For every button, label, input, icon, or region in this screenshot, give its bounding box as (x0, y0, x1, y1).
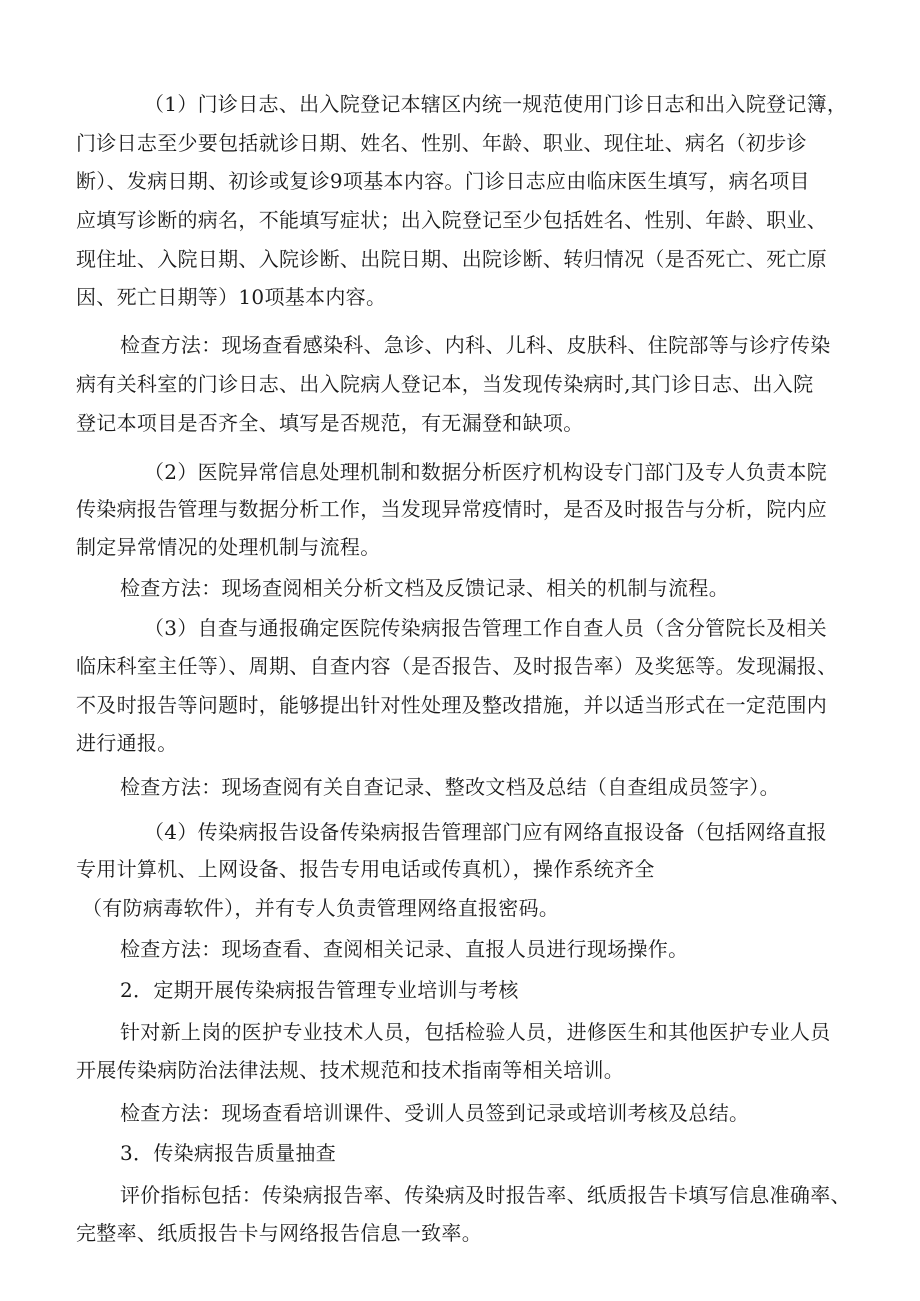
paragraph-1-line-6: 因、死亡日期等）10项基本内容。 (76, 285, 387, 309)
paragraph-1-line-5: 现住址、入院日期、入院诊断、出院日期、出院诊断、转归情况（是否死亡、死亡原 (76, 247, 828, 271)
paragraph-3-line-3: 制定异常情况的处理机制与流程。 (76, 535, 381, 559)
paragraph-5-line-3: 不及时报告等问题时，能够提出针对性处理及整改措施，并以适当形式在一定范围内 (76, 693, 828, 717)
paragraph-5-line-1: （3）自查与通报确定医院传染病报告管理工作自查人员（含分管院长及相关 (144, 616, 827, 640)
section-heading-3: 3．传染病报告质量抽查 (120, 1141, 337, 1165)
paragraph-1-line-3: 断）、发病日期、初诊或复诊9项基本内容。门诊日志应由临床医生填写，病名项目 (76, 169, 810, 193)
paragraph-13-line-2: 完整率、纸质报告卡与网络报告信息一致率。 (76, 1221, 482, 1245)
paragraph-5-line-4: 进行通报。 (76, 731, 178, 755)
paragraph-10-line-2: 开展传染病防治法律法规、技术规范和技术指南等相关培训。 (76, 1058, 625, 1082)
paragraph-2-line-1: 检查方法：现场查看感染科、急诊、内科、儿科、皮肤科、住院部等与诊疗传染 (120, 333, 831, 357)
paragraph-5-line-2: 临床科室主任等）、周期、自查内容（是否报告、及时报告率）及奖惩等。发现漏报、 (76, 654, 838, 678)
paragraph-10-line-1: 针对新上岗的医护专业技术人员，包括检验人员，进修医生和其他医护专业人员 (120, 1020, 831, 1044)
paragraph-1-line-4: 应填写诊断的病名，不能填写症状；出入院登记至少包括姓名、性别、年龄、职业、 (76, 208, 828, 232)
paragraph-7-line-1: （4）传染病报告设备传染病报告管理部门应有网络直报设备（包括网络直报 (144, 820, 827, 844)
paragraph-8-line-1: 检查方法：现场查看、查阅相关记录、直报人员进行现场操作。 (120, 937, 689, 961)
paragraph-2-line-3: 登记本项目是否齐全、填写是否规范，有无漏登和缺项。 (76, 411, 584, 435)
paragraph-11-line-1: 检查方法：现场查看培训课件、受训人员签到记录或培训考核及总结。 (120, 1101, 750, 1125)
paragraph-7-line-2: 专用计算机、上网设备、报告专用电话或传真机），操作系统齐全 (76, 857, 655, 881)
paragraph-7-line-3: （有防病毒软件），并有专人负责管理网络直报密码。 (82, 896, 560, 920)
paragraph-2-line-2: 病有关科室的门诊日志、出入院病人登记本，当发现传染病时,其门诊日志、出入院 (76, 372, 814, 396)
paragraph-3-line-1: （2）医院异常信息处理机制和数据分析医疗机构设专门部门及专人负责本院 (144, 460, 827, 484)
paragraph-1-line-1: （1）门诊日志、出入院登记本辖区内统一规范使用门诊日志和出入院登记簿， (144, 92, 848, 116)
paragraph-13-line-1: 评价指标包括：传染病报告率、传染病及时报告率、纸质报告卡填写信息准确率、 (120, 1183, 851, 1207)
paragraph-6-line-1: 检查方法：现场查阅有关自查记录、整改文档及总结（自查组成员签字）。 (120, 775, 780, 799)
paragraph-3-line-2: 传染病报告管理与数据分析工作，当发现异常疫情时，是否及时报告与分析，院内应 (76, 497, 828, 521)
paragraph-4-line-1: 检查方法：现场查阅相关分析文档及反馈记录、相关的机制与流程。 (120, 576, 729, 600)
section-heading-2: 2．定期开展传染病报告管理专业培训与考核 (120, 978, 519, 1002)
paragraph-1-line-2: 门诊日志至少要包括就诊日期、姓名、性别、年龄、职业、现住址、病名（初步诊 (76, 131, 807, 155)
